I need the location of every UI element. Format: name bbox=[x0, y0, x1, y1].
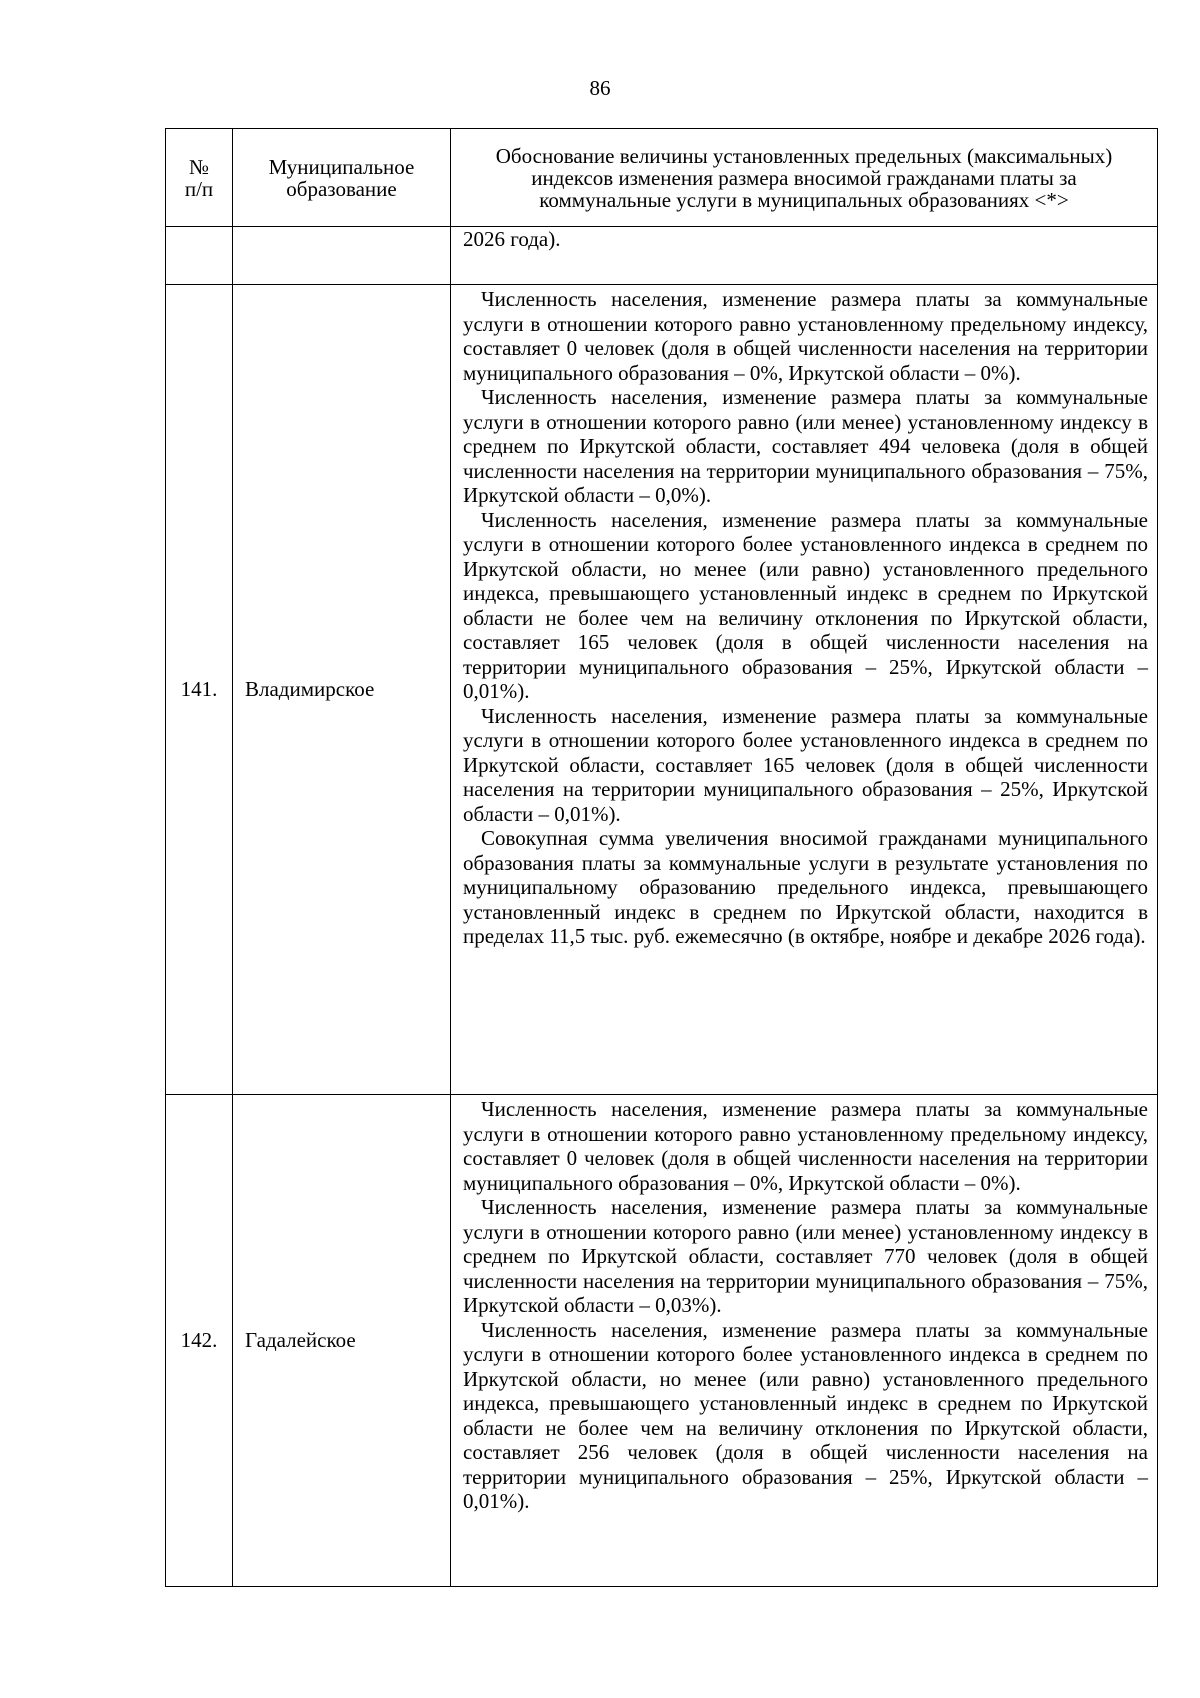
page-number: 86 bbox=[589, 76, 611, 100]
row-number: 142. bbox=[166, 1095, 233, 1587]
paragraph: Численность населения, изменение размера платы за коммунальные услуги в отношении которого равно (или менее) установленному индексу в среднем по Иркутской области, составляет 494 человека (доля в общей численности населения на территории муниципального образования – 75%, Иркутской области – 0,0%). bbox=[463, 385, 1148, 507]
paragraph: Численность населения, изменение размера платы за коммунальные услуги в отношении которого равно установленному предельному индексу, составляет 0 человек (доля в общей численности населения на территории муниципального образования – 0%, Иркутской области – 0%). bbox=[463, 287, 1148, 385]
paragraph: Численность населения, изменение размера платы за коммунальные услуги в отношении которого равно установленному предельному индексу, составляет 0 человек (доля в общей численности населения на территории муниципального образования – 0%, Иркутской области – 0%). bbox=[463, 1097, 1148, 1195]
continuation-text-cell bbox=[451, 227, 1158, 285]
paragraph: Совокупная сумма увеличения вносимой гражданами муниципального образования платы за коммунальные услуги в результате установления по муниципальному образованию предельного индекса, превышающего установленный индекс в среднем по Иркутской области, находится в пределах 11,5 тыс. руб. ежемесячно (в октябре, ноябре и декабре 2026 года). bbox=[463, 826, 1148, 948]
paragraph: Численность населения, изменение размера платы за коммунальные услуги в отношении которого более установленного индекса в среднем по Иркутской области, но менее (или равно) установленного предельного индекса, превышающего установленный индекс в среднем по Иркутской области не более чем на величину отклонения по Иркутской области, составляет 165 человек (доля в общей численности населения на территории муниципального образования – 25%, Иркутской области – 0,01%). bbox=[463, 507, 1148, 703]
paragraph: Численность населения, изменение размера платы за коммунальные услуги в отношении которого равно (или менее) установленному индексу в среднем по Иркутской области, составляет 770 человек (доля в общей численности населения на территории муниципального образования – 75%, Иркутской области – 0,03%). bbox=[463, 1195, 1148, 1317]
header-justification: Обоснование величины установленных предельных (максимальных) индексов изменения размера вносимой гражданами платы за коммунальные услуги в муниципальных образованиях <*> bbox=[451, 129, 1158, 227]
paragraph: Численность населения, изменение размера платы за коммунальные услуги в отношении которого более установленного индекса в среднем по Иркутской области, составляет 165 человек (доля в общей численности населения на территории муниципального образования – 25%, Иркутской области – 0,01%). bbox=[463, 703, 1148, 826]
continuation-row bbox=[166, 227, 1158, 285]
row-number: 141. bbox=[166, 285, 233, 1095]
municipal-index-table bbox=[165, 128, 1158, 1587]
continuation-municipality-cell bbox=[233, 227, 451, 285]
continuation-text: 2026 года). bbox=[463, 227, 561, 251]
continuation-num-cell bbox=[166, 227, 233, 285]
header-municipality: Муниципальное образование bbox=[233, 129, 451, 227]
justification-text bbox=[451, 285, 1158, 1095]
table-header-row bbox=[166, 129, 1158, 227]
justification-text bbox=[451, 1095, 1158, 1587]
header-num: № п/п bbox=[166, 129, 233, 227]
table-row bbox=[166, 285, 1158, 1095]
paragraph: Численность населения, изменение размера платы за коммунальные услуги в отношении которого более установленного индекса в среднем по Иркутской области, но менее (или равно) установленного предельного индекса, превышающего установленный индекс в среднем по Иркутской области не более чем на величину отклонения по Иркутской области, составляет 256 человек (доля в общей численности населения на территории муниципального образования – 25%, Иркутской области – 0,01%). bbox=[463, 1317, 1148, 1513]
table-row bbox=[166, 1095, 1158, 1587]
municipality-name: Владимирское bbox=[233, 285, 451, 1095]
municipality-name: Гадалейское bbox=[233, 1095, 451, 1587]
